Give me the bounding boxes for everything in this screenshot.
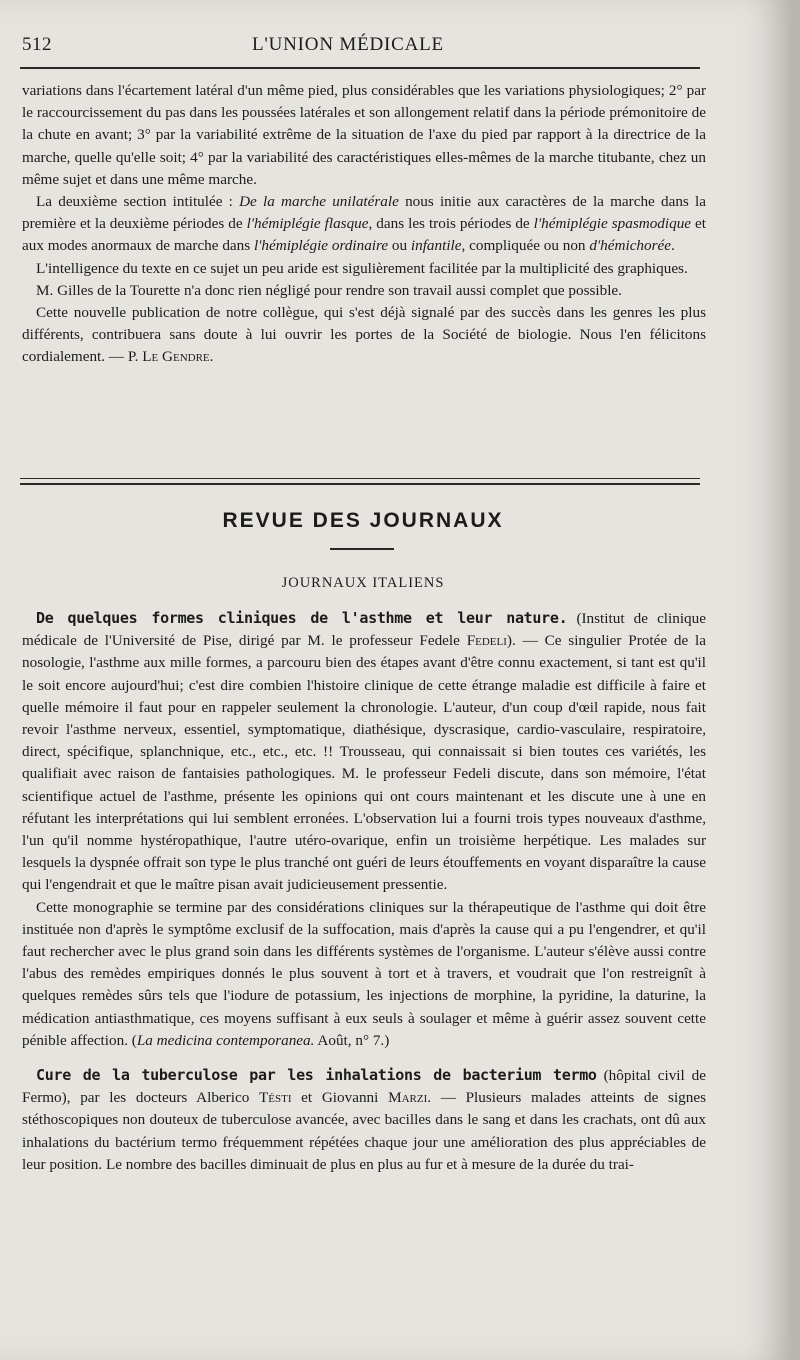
section-divider <box>20 483 700 485</box>
journal-articles <box>22 607 706 1176</box>
section-divider <box>20 478 700 479</box>
article-asthme: De quelques formes cliniques de l'asthme et leur nature. (Institut de clinique médicale de l'Université de Pise, dirigé par M. le professeur Fedele Fedeli). — Ce singulier Protée de la nosologie, l'asthme aux mille formes, a parcouru bien des étapes avant d'être connu exactement, si tant est qu'il le soit encore aujourd'hui; c'est dire combien l'histoire clinique de cette étrange maladie est difficile à faire et quelle mémoire il faut pour en rappeler seulement la chronologie. L'auteur, d'un coup d'œil rapide, nous fait revoir l'asthme nerveux, essentiel, symptomatique, diathésique, dyscrasique, cardio-vasculaire, respiratoire, direct, spécifique, splanchnique, etc., etc., etc. !! Trousseau, qui connaissait si bien toutes ces variétés, les qualifiait avec raison de fantaisies pathologiques. M. le professeur Fedeli discute, dans son mémoire, l'état scientifique actuel de l'asthme, présente les opinions qui ont cours maintenant et les discute une à une en réfutant les interprétations qui lui semblent erronées. L'observation lui a fourni trois types nouveaux d'asthme, l'un qu'il nomme hystéropathique, l'autre utéro-ovarique, enfin un troisième herpétique. Les malades sur lesquels la dyspnée offrait son type le plus tranché ont guéri de leurs étouffements en voyant disparaître la cause qui l'engendrait et que le maître pisan avait judicieusement pressentie. <box>22 609 706 894</box>
article-title: De quelques formes cliniques de l'asthme et leur nature. <box>36 609 568 627</box>
paragraph: La deuxième section intitulée : De la marche unilatérale nous initie aux caractères de la marche dans la première et la deuxième périodes de l'hémiplégie flasque, dans les trois périodes de l'hémiplégie spasmodique et aux modes anormaux de marche dans l'hémiplégie ordinaire ou infantile, compliquée ou non d'hémichorée. <box>22 193 707 255</box>
signature: Le Gendre <box>142 348 210 366</box>
subsection-title: JOURNAUX ITALIENS <box>281 575 445 591</box>
running-header <box>22 30 712 58</box>
running-title: L'UNION MÉDICALE <box>252 34 444 55</box>
section-title: REVUE DES JOURNAUX <box>222 509 504 532</box>
paragraph: Cette monographie se termine par des considérations cliniques sur la thérapeutique de l'asthme qui doit être instituée non d'après le symptôme exclusif de la suffocation, mais d'après la cause qui a pu l'engendrer, et qu'il faut rechercher avec le plus grand soin dans les différents systèmes de l'organisme. L'auteur s'élève aussi contre l'abus des remèdes empiriques donnés le plus souvent à tort et à travers, et voudrait que l'on restreignît à quelques remèdes sûrs tels que l'iodure de potassium, les injections de morphine, la pyridine, la daturine, la médication antiasthmatique, ces moyens suffisant à eux seuls à soulager et même à guérir assez souvent cette pénible affection. (La medicina contemporanea. Août, n° 7.) <box>22 898 706 1049</box>
paragraph: L'intelligence du texte en ce sujet un peu aride est sigulièrement facilitée par la multiplicité des graphiques. <box>36 259 688 277</box>
article-title: Cure de la tuberculose par les inhalations de bacterium termo <box>36 1066 597 1085</box>
page-number: 512 <box>22 34 52 55</box>
paragraph: variations dans l'écartement latéral d'un même pied, plus considérables que les variations physiologiques; 2° par le raccourcissement du pas dans les poussées latérales et son allongement relatif dans la période prémonitoire de la chute en avant; 3° par la variabilité extrême de la situation de l'axe du pied par rapport à la directrice de la marche, quelle qu'elle soit; 4° par la variabilité des caractéristiques elles-mêmes de la marche titubante, chez un même sujet et dans une même marche. <box>22 82 706 188</box>
article-tuberculose: Cure de la tuberculose par les inhalations de bacterium termo (hôpital civil de Fermo), par les docteurs Alberico Tésti et Giovanni Marzi. — Plusieurs malades atteints de signes stéthoscopiques non douteux de tuberculose avancée, avec bacilles dans le sang et dans les crachats, ont dû aux inhalations du bactérium termo fréquemment répétées chaque jour une amélioration des plus appréciables de leur position. Le nombre des bacilles diminuait de plus en plus au fur et à mesure de la durée du trai- <box>22 1066 706 1173</box>
paragraph: M. Gilles de la Tourette n'a donc rien négligé pour rendre son travail aussi complet que possible. <box>36 281 622 299</box>
top-text-block <box>22 80 706 369</box>
title-rule <box>330 548 394 550</box>
paragraph: Cette nouvelle publication de notre collègue, qui s'est déjà signalé par des succès dans les genres les plus différents, contribuera sans doute à lui ouvrir les portes de la Société de biologie. Nous l'en félicitons cordialement. — P. Le Gendre. <box>22 304 706 366</box>
header-rule <box>20 67 700 69</box>
